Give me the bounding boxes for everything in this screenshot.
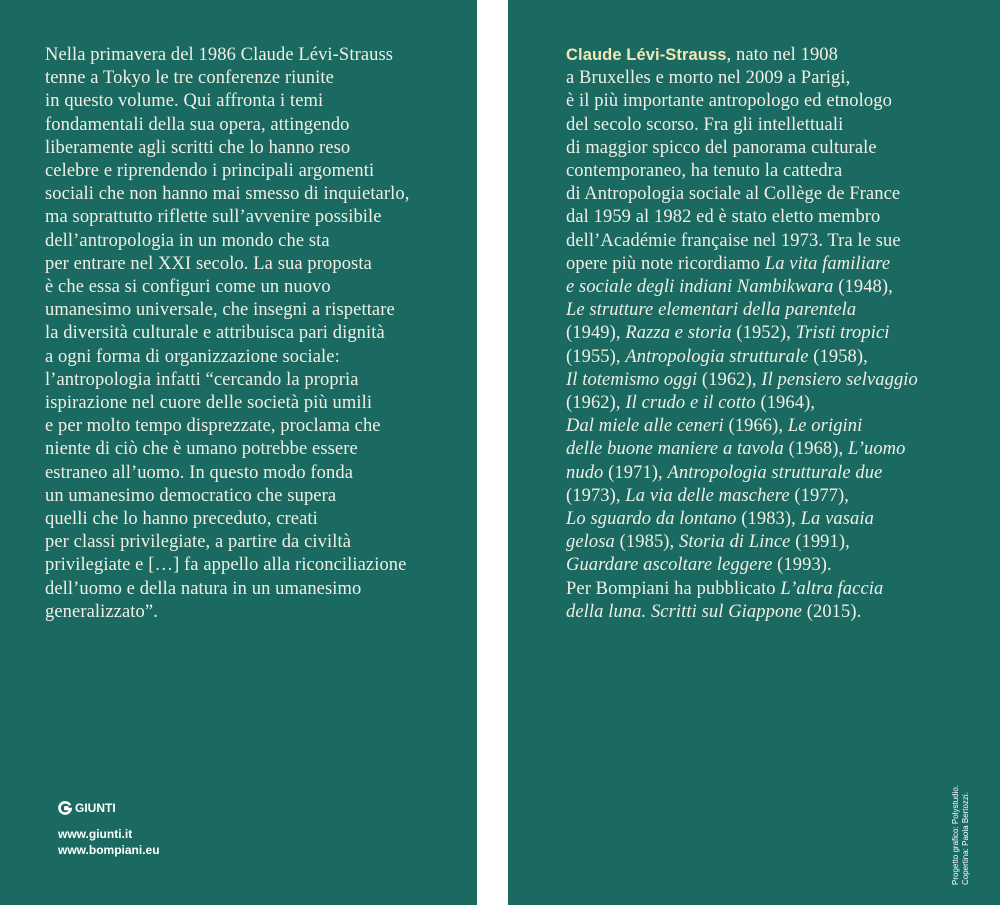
text-segment: di maggior spicco del panorama culturale: [566, 137, 877, 158]
text-segment: è il più importante antropologo ed etnologo: [566, 91, 892, 112]
work-title: La via delle maschere: [625, 485, 790, 506]
work-title: Le origini: [787, 416, 863, 437]
giunti-url-link[interactable]: www.giunti.it: [58, 827, 133, 841]
text-segment: (1955),: [566, 346, 626, 367]
text-segment: (1985),: [614, 532, 680, 553]
text-line: [566, 183, 996, 206]
text-segment: (1991),: [790, 532, 850, 553]
text-line: per classi privilegiate, a partire da civiltà: [45, 532, 352, 553]
left-flap-text: [45, 44, 475, 624]
text-line: generalizzato”.: [45, 601, 158, 622]
publisher-logo-text: GIUNTI: [75, 801, 116, 815]
text-line: dell’uomo e della natura in un umanesimo: [45, 578, 362, 599]
text-line: [566, 415, 996, 438]
text-line: privilegiate e […] fa appello alla riconciliazione: [45, 555, 407, 576]
work-title: Razza e storia: [625, 323, 732, 344]
text-line: [566, 462, 996, 485]
text-line: fondamentali della sua opera, attingendo: [45, 114, 350, 135]
text-line: [566, 531, 996, 554]
text-line: l’antropologia infatti “cercando la propria: [45, 369, 359, 390]
work-title: Le strutture elementari della parentela: [566, 300, 857, 321]
text-segment: a Bruxelles e morto nel 2009 a Parigi,: [566, 68, 851, 89]
design-credit: Progetto grafico: Polystudio.: [951, 784, 960, 885]
work-title: Tristi tropici: [795, 323, 890, 344]
text-line: celebre e riprendendo i principali argomenti: [45, 161, 375, 182]
cover-credit: Copertina: Paola Bertozzi.: [961, 792, 970, 885]
text-line: [566, 508, 996, 531]
text-segment: dell’Académie française nel 1973. Tra le sue: [566, 230, 901, 251]
work-title: Il pensiero selvaggio: [761, 369, 918, 390]
text-segment: (1971),: [603, 462, 668, 483]
text-line: [566, 578, 996, 601]
text-line: [566, 276, 996, 299]
work-title: L’altra faccia: [780, 578, 884, 599]
text-line: [566, 299, 996, 322]
text-line: [566, 44, 996, 67]
text-line: [566, 438, 996, 461]
text-line: [566, 230, 996, 253]
text-segment: (1973),: [566, 485, 626, 506]
text-line: [566, 206, 996, 229]
text-line: quelli che lo hanno preceduto, creati: [45, 509, 318, 530]
text-line: per entrare nel XXI secolo. La sua proposta: [45, 253, 372, 274]
text-segment: (1977),: [789, 485, 850, 506]
text-segment: (1949),: [566, 323, 626, 344]
text-line: [566, 137, 996, 160]
text-line: ispirazione nel cuore delle società più umili: [45, 393, 373, 414]
work-title: gelosa: [566, 532, 615, 553]
work-title: Lo sguardo da lontano: [566, 509, 737, 530]
text-line: [566, 554, 996, 577]
text-segment: (2015).: [801, 601, 862, 622]
text-line: tenne a Tokyo le tre conferenze riunite: [45, 68, 334, 89]
text-line: in questo volume. Qui affronta i temi: [45, 91, 324, 112]
text-line: ma soprattutto riflette sull’avvenire possibile: [45, 207, 382, 228]
work-title: delle buone maniere a tavola: [566, 439, 784, 460]
text-segment: (1952),: [731, 323, 796, 344]
work-title: nudo: [566, 462, 604, 483]
text-segment: (1964),: [755, 393, 816, 414]
left-flap: [0, 0, 477, 905]
author-bio-text: [566, 44, 996, 624]
text-line: sociali che non hanno mai smesso di inquietarlo,: [45, 184, 410, 205]
text-line: [566, 253, 996, 276]
work-title: Dal miele alle ceneri: [566, 416, 724, 437]
work-title: Antropologia strutturale due: [667, 462, 883, 483]
text-segment: , nato nel 1908: [726, 45, 838, 65]
text-segment: Per Bompiani ha pubblicato: [566, 578, 781, 599]
text-line: [566, 67, 996, 90]
bompiani-url-link[interactable]: www.bompiani.eu: [58, 843, 160, 857]
text-segment: (1958),: [808, 346, 868, 367]
text-line: un umanesimo democratico che supera: [45, 485, 337, 506]
text-line: la diversità culturale e attribuisca pari dignità: [45, 323, 385, 344]
text-segment: dal 1959 al 1982 ed è stato eletto membro: [566, 207, 881, 228]
publisher-logo: [58, 800, 160, 816]
text-segment: contemporaneo, ha tenuto la cattedra: [566, 161, 843, 182]
publisher-block: [58, 800, 160, 858]
author-name: Claude Lévi-Strauss: [566, 46, 727, 64]
text-line: Nella primavera del 1986 Claude Lévi-Strauss: [45, 45, 394, 65]
text-line: liberamente agli scritti che lo hanno reso: [45, 137, 351, 158]
work-title: La vita familiare: [764, 253, 891, 274]
text-line: è che essa si configuri come un nuovo: [45, 277, 331, 298]
text-line: e per molto tempo disprezzate, proclama che: [45, 416, 381, 437]
text-segment: (1962),: [566, 393, 626, 414]
text-line: [566, 90, 996, 113]
text-segment: (1962),: [697, 369, 762, 390]
text-segment: (1968),: [783, 439, 848, 460]
work-title: Il totemismo oggi: [566, 369, 698, 390]
credits: [951, 785, 971, 885]
text-line: [566, 485, 996, 508]
text-line: [566, 601, 996, 624]
work-title: Antropologia strutturale: [625, 346, 809, 367]
giunti-g-logo-icon: [58, 801, 72, 815]
text-line: [566, 322, 996, 345]
work-title: Storia di Lince: [679, 532, 791, 553]
text-line: niente di ciò che è umano potrebbe essere: [45, 439, 358, 460]
work-title: Il crudo e il cotto: [625, 393, 756, 414]
text-line: dell’antropologia in un mondo che sta: [45, 230, 330, 251]
right-flap: [508, 0, 1000, 905]
text-line: estraneo all’uomo. In questo modo fonda: [45, 462, 354, 483]
work-title: L’uomo: [848, 439, 906, 460]
text-line: umanesimo universale, che insegni a rispettare: [45, 300, 395, 321]
text-segment: (1983),: [736, 509, 801, 530]
work-title: e sociale degli indiani Nambikwara: [566, 277, 834, 298]
text-line: [566, 369, 996, 392]
text-line: [566, 346, 996, 369]
text-segment: (1966),: [723, 416, 788, 437]
work-title: Guardare ascoltare leggere: [566, 555, 773, 576]
text-line: [566, 160, 996, 183]
text-segment: (1948),: [833, 277, 893, 298]
work-title: La vasaia: [800, 509, 874, 530]
work-title: della luna. Scritti sul Giappone: [566, 601, 802, 622]
text-line: [566, 114, 996, 137]
text-segment: (1993).: [772, 555, 832, 576]
text-line: a ogni forma di organizzazione sociale:: [45, 346, 340, 367]
text-segment: di Antropologia sociale al Collège de France: [566, 184, 901, 205]
text-line: [566, 392, 996, 415]
text-segment: opere più note ricordiamo: [566, 253, 765, 274]
text-segment: del secolo scorso. Fra gli intellettuali: [566, 114, 844, 135]
